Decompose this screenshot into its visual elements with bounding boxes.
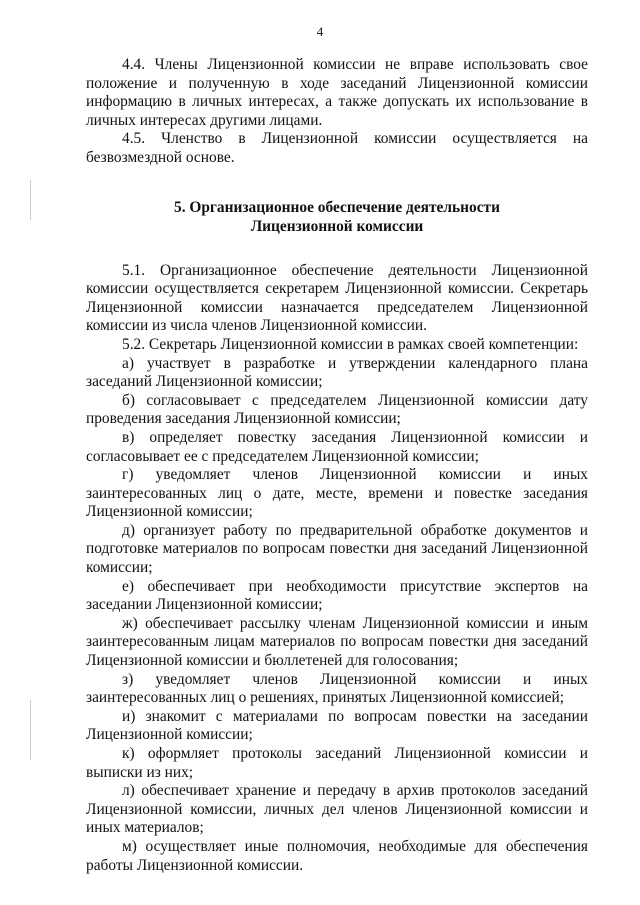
section-5-heading	[86, 198, 588, 236]
list-item-k: к) оформляет протоколы заседаний Лицензионной комиссии и выписки из них;	[86, 745, 588, 781]
list-item-b: б) согласовывает с председателем Лицензионной комиссии дату проведения заседания Лицензионной комиссии;	[86, 391, 588, 428]
document-body	[86, 56, 588, 875]
list-item-l: л) обеспечивает хранение и передачу в архив протоколов заседаний Лицензионной комиссии, личных дел членов Лицензионной комиссии и иных материалов;	[86, 782, 588, 837]
list-item-z: з) уведомляет членов Лицензионной комиссии и иных заинтересованных лиц о решениях, принятых Лицензионной комиссией;	[86, 670, 588, 707]
section-5-heading-line2: Лицензионной комиссии	[250, 217, 424, 235]
scan-margin-line	[30, 180, 31, 220]
paragraph-4-5: 4.5. Членство в Лицензионной комиссии осуществляется на безвозмездной основе.	[86, 130, 588, 166]
scan-margin-line-lower	[30, 700, 31, 760]
list-item-zh: ж) обеспечивает рассылку членам Лицензионной комиссии и иным заинтересованным лицам материалов по вопросам повестки дня заседаний Лицензионной комиссии и бюллетеней для голосования;	[86, 614, 588, 670]
list-item-g: г) уведомляет членов Лицензионной комиссии и иных заинтересованных лиц о дате, месте, времени и повестке заседания Лицензионной комиссии;	[86, 466, 588, 521]
paragraph-4-4: 4.4. Члены Лицензионной комиссии не вправе использовать свое положение и полученную в ходе заседаний Лицензионной комиссии информацию в личных интересах, а также допускать их использование в личных интересах другими лицами.	[86, 56, 588, 129]
list-item-a: а) участвует в разработке и утверждении календарного плана заседаний Лицензионной комиссии;	[86, 354, 588, 391]
section-5-heading-line1: 5. Организационное обеспечение деятельности	[174, 198, 500, 216]
list-item-v: в) определяет повестку заседания Лицензионной комиссии и согласовывает ее с председателем Лицензионной комиссии;	[86, 428, 588, 465]
paragraph-5-1: 5.1. Организационное обеспечение деятельности Лицензионной комиссии осуществляется секретарем Лицензионной комиссии. Секретарь Лицензионной комиссии назначается председателем Лицензионной комиссии из числа членов Лицензионной комиссии.	[86, 261, 588, 335]
list-item-d: д) организует работу по предварительной обработке документов и подготовке материалов по вопросам повестки дня заседаний Лицензионной комиссии;	[86, 521, 588, 577]
paragraph-5-2: 5.2. Секретарь Лицензионной комиссии в рамках своей компетенции:	[122, 335, 579, 353]
page-number: 4	[316, 24, 324, 39]
list-item-e: е) обеспечивает при необходимости присутствие экспертов на заседании Лицензионной комиссии;	[86, 577, 588, 614]
list-item-m: м) осуществляет иные полномочия, необходимые для обеспечения работы Лицензионной комиссии.	[86, 837, 588, 874]
list-item-i: и) знакомит с материалами по вопросам повестки на заседании Лицензионной комиссии;	[86, 707, 588, 744]
